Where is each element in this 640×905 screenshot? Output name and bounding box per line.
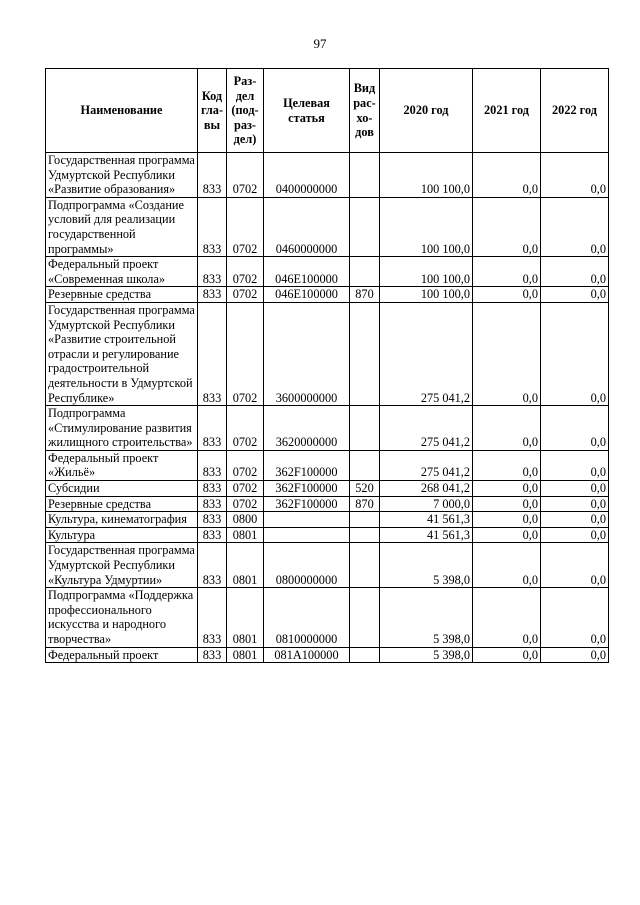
cell-target-article: 3620000000 xyxy=(264,406,350,451)
table-header-row xyxy=(46,69,609,153)
header-expense-type: Вид рас-хо-дов xyxy=(350,69,380,153)
header-year-2022: 2022 год xyxy=(541,69,609,153)
header-target-article: Целевая статья xyxy=(264,69,350,153)
cell-section-code: 0801 xyxy=(227,647,264,663)
table-row xyxy=(46,512,609,528)
cell-year-2021: 0,0 xyxy=(473,197,541,256)
header-year-2020: 2020 год xyxy=(380,69,473,153)
cell-target-article: 081A100000 xyxy=(264,647,350,663)
table-row xyxy=(46,287,609,303)
cell-year-2021: 0,0 xyxy=(473,481,541,497)
budget-table xyxy=(45,68,609,663)
cell-year-2020: 5 398,0 xyxy=(380,543,473,588)
header-year-2021: 2021 год xyxy=(473,69,541,153)
cell-expense-type: 870 xyxy=(350,496,380,512)
cell-target-article: 3600000000 xyxy=(264,302,350,405)
cell-target-article: 046E100000 xyxy=(264,257,350,287)
table-row xyxy=(46,302,609,405)
table-body xyxy=(46,153,609,663)
cell-chapter-code: 833 xyxy=(198,481,227,497)
cell-target-article: 0810000000 xyxy=(264,588,350,647)
cell-year-2021: 0,0 xyxy=(473,450,541,480)
table-row xyxy=(46,450,609,480)
cell-name: Резервные средства xyxy=(46,496,198,512)
cell-name: Государственная программа Удмуртской Республики «Развитие образования» xyxy=(46,153,198,198)
cell-expense-type xyxy=(350,257,380,287)
cell-expense-type xyxy=(350,302,380,405)
cell-year-2022: 0,0 xyxy=(541,302,609,405)
cell-chapter-code: 833 xyxy=(198,302,227,405)
cell-section-code: 0702 xyxy=(227,481,264,497)
cell-name: Подпрограмма «Создание условий для реализации государственной программы» xyxy=(46,197,198,256)
cell-expense-type xyxy=(350,647,380,663)
cell-year-2020: 5 398,0 xyxy=(380,647,473,663)
cell-expense-type xyxy=(350,197,380,256)
cell-target-article: 0400000000 xyxy=(264,153,350,198)
cell-target-article: 362F100000 xyxy=(264,496,350,512)
header-section-code: Раз-дел (под-раз-дел) xyxy=(227,69,264,153)
cell-year-2022: 0,0 xyxy=(541,512,609,528)
cell-chapter-code: 833 xyxy=(198,450,227,480)
cell-target-article: 0460000000 xyxy=(264,197,350,256)
cell-year-2020: 275 041,2 xyxy=(380,406,473,451)
cell-year-2022: 0,0 xyxy=(541,197,609,256)
table-row xyxy=(46,496,609,512)
cell-year-2020: 7 000,0 xyxy=(380,496,473,512)
cell-name: Резервные средства xyxy=(46,287,198,303)
cell-section-code: 0801 xyxy=(227,588,264,647)
table-row xyxy=(46,406,609,451)
cell-name: Федеральный проект xyxy=(46,647,198,663)
cell-year-2022: 0,0 xyxy=(541,647,609,663)
cell-year-2020: 100 100,0 xyxy=(380,287,473,303)
cell-section-code: 0702 xyxy=(227,197,264,256)
cell-year-2020: 275 041,2 xyxy=(380,302,473,405)
cell-year-2022: 0,0 xyxy=(541,257,609,287)
cell-name: Государственная программа Удмуртской Республики «Культура Удмуртии» xyxy=(46,543,198,588)
table-row xyxy=(46,481,609,497)
cell-expense-type xyxy=(350,406,380,451)
cell-target-article xyxy=(264,512,350,528)
cell-chapter-code: 833 xyxy=(198,197,227,256)
cell-year-2022: 0,0 xyxy=(541,588,609,647)
cell-name: Культура, кинематография xyxy=(46,512,198,528)
cell-year-2022: 0,0 xyxy=(541,450,609,480)
table-row xyxy=(46,588,609,647)
cell-name: Подпрограмма «Стимулирование развития жилищного строительства» xyxy=(46,406,198,451)
cell-year-2020: 268 041,2 xyxy=(380,481,473,497)
cell-expense-type xyxy=(350,543,380,588)
cell-section-code: 0702 xyxy=(227,257,264,287)
table-row xyxy=(46,197,609,256)
cell-expense-type: 520 xyxy=(350,481,380,497)
cell-year-2021: 0,0 xyxy=(473,512,541,528)
cell-chapter-code: 833 xyxy=(198,406,227,451)
cell-target-article: 362F100000 xyxy=(264,481,350,497)
cell-name: Федеральный проект «Жильё» xyxy=(46,450,198,480)
cell-year-2020: 100 100,0 xyxy=(380,257,473,287)
header-name: Наименование xyxy=(46,69,198,153)
cell-section-code: 0702 xyxy=(227,406,264,451)
cell-year-2021: 0,0 xyxy=(473,647,541,663)
table-row xyxy=(46,543,609,588)
cell-year-2022: 0,0 xyxy=(541,481,609,497)
cell-year-2020: 41 561,3 xyxy=(380,527,473,543)
cell-chapter-code: 833 xyxy=(198,512,227,528)
cell-expense-type xyxy=(350,588,380,647)
cell-year-2021: 0,0 xyxy=(473,287,541,303)
cell-chapter-code: 833 xyxy=(198,287,227,303)
cell-name: Государственная программа Удмуртской Республики «Развитие строительной отрасли и регулирование градостроительной деятельности в Удмуртской Республике» xyxy=(46,302,198,405)
cell-chapter-code: 833 xyxy=(198,527,227,543)
cell-chapter-code: 833 xyxy=(198,153,227,198)
cell-section-code: 0801 xyxy=(227,527,264,543)
cell-year-2020: 100 100,0 xyxy=(380,153,473,198)
cell-year-2020: 41 561,3 xyxy=(380,512,473,528)
cell-expense-type: 870 xyxy=(350,287,380,303)
cell-name: Федеральный проект «Современная школа» xyxy=(46,257,198,287)
cell-year-2020: 275 041,2 xyxy=(380,450,473,480)
cell-year-2021: 0,0 xyxy=(473,588,541,647)
cell-chapter-code: 833 xyxy=(198,647,227,663)
cell-name: Субсидии xyxy=(46,481,198,497)
cell-year-2021: 0,0 xyxy=(473,527,541,543)
cell-section-code: 0702 xyxy=(227,302,264,405)
cell-year-2021: 0,0 xyxy=(473,543,541,588)
cell-year-2020: 5 398,0 xyxy=(380,588,473,647)
cell-chapter-code: 833 xyxy=(198,543,227,588)
cell-section-code: 0800 xyxy=(227,512,264,528)
cell-target-article xyxy=(264,527,350,543)
cell-chapter-code: 833 xyxy=(198,257,227,287)
cell-expense-type xyxy=(350,527,380,543)
cell-target-article: 0800000000 xyxy=(264,543,350,588)
cell-expense-type xyxy=(350,153,380,198)
cell-section-code: 0702 xyxy=(227,287,264,303)
cell-year-2022: 0,0 xyxy=(541,496,609,512)
cell-year-2022: 0,0 xyxy=(541,527,609,543)
cell-expense-type xyxy=(350,450,380,480)
cell-year-2022: 0,0 xyxy=(541,153,609,198)
cell-year-2021: 0,0 xyxy=(473,406,541,451)
cell-section-code: 0702 xyxy=(227,153,264,198)
cell-name: Культура xyxy=(46,527,198,543)
header-chapter-code: Код гла-вы xyxy=(198,69,227,153)
cell-year-2021: 0,0 xyxy=(473,302,541,405)
cell-section-code: 0801 xyxy=(227,543,264,588)
cell-chapter-code: 833 xyxy=(198,588,227,647)
cell-section-code: 0702 xyxy=(227,450,264,480)
table-row xyxy=(46,647,609,663)
table-row xyxy=(46,527,609,543)
cell-year-2021: 0,0 xyxy=(473,153,541,198)
cell-year-2021: 0,0 xyxy=(473,257,541,287)
cell-chapter-code: 833 xyxy=(198,496,227,512)
cell-year-2021: 0,0 xyxy=(473,496,541,512)
cell-name: Подпрограмма «Поддержка профессионального искусства и народного творчества» xyxy=(46,588,198,647)
table-row xyxy=(46,153,609,198)
page-number: 97 xyxy=(313,36,327,51)
cell-year-2022: 0,0 xyxy=(541,406,609,451)
cell-year-2020: 100 100,0 xyxy=(380,197,473,256)
cell-target-article: 046E100000 xyxy=(264,287,350,303)
table-row xyxy=(46,257,609,287)
cell-target-article: 362F100000 xyxy=(264,450,350,480)
cell-expense-type xyxy=(350,512,380,528)
cell-year-2022: 0,0 xyxy=(541,287,609,303)
cell-year-2022: 0,0 xyxy=(541,543,609,588)
cell-section-code: 0702 xyxy=(227,496,264,512)
